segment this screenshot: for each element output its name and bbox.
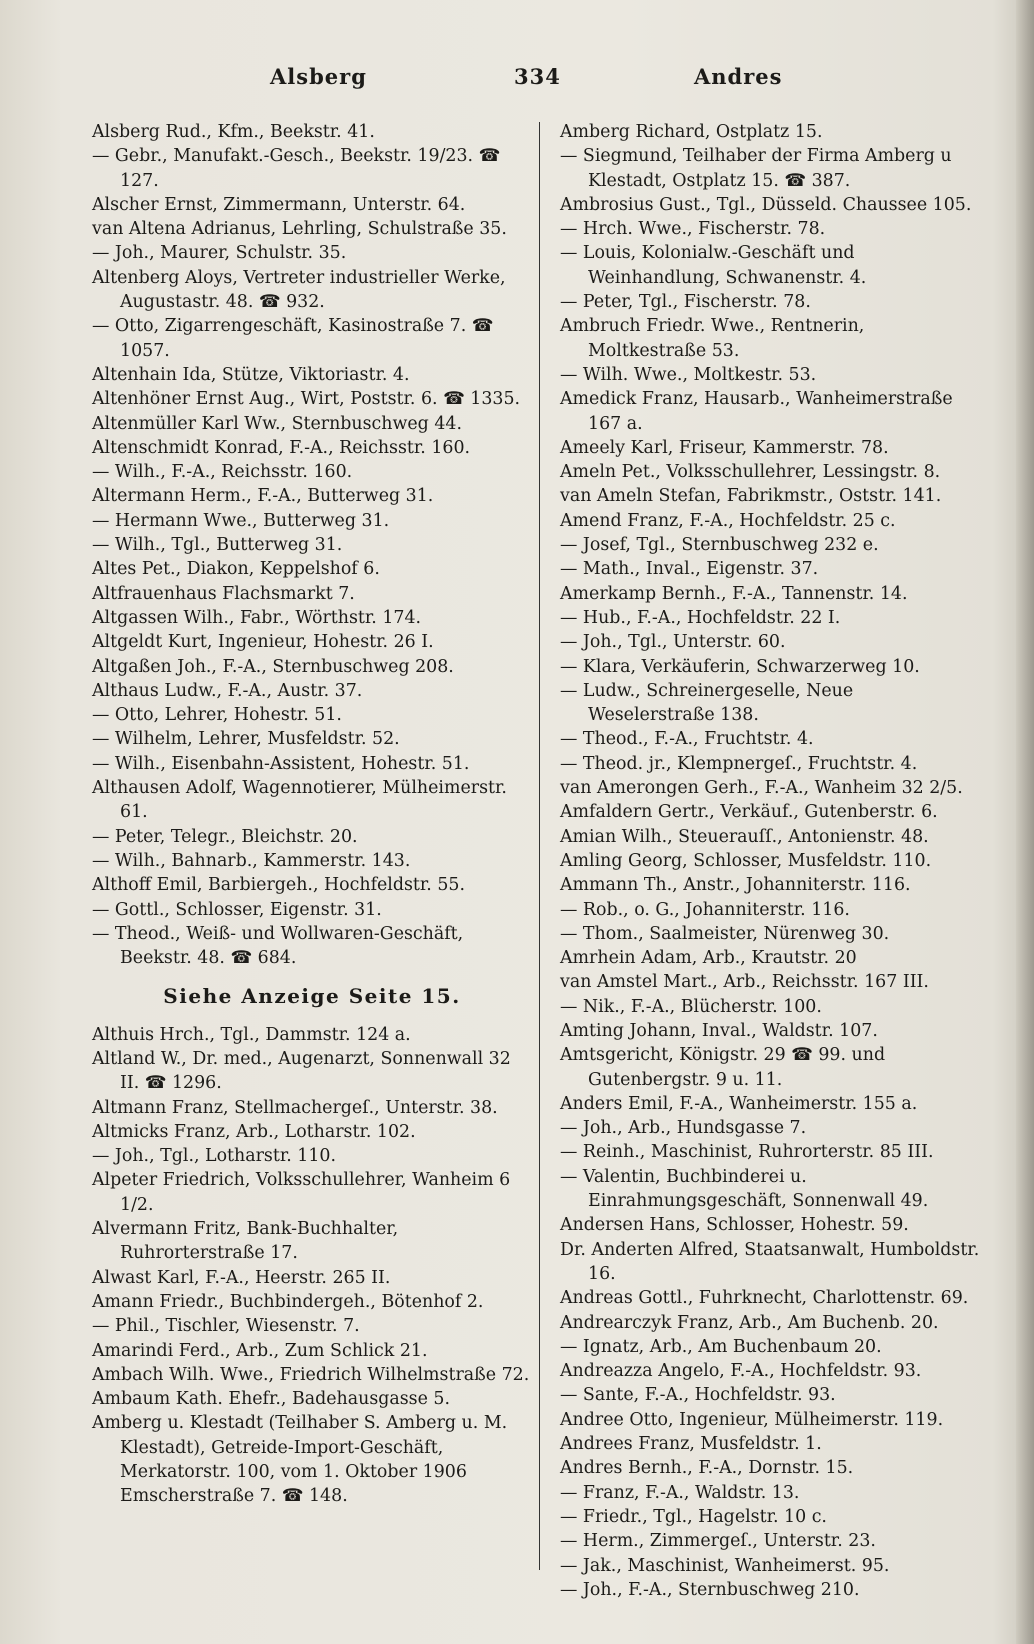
page-number: 334 (514, 64, 561, 89)
directory-entry: — Hermann Wwe., Butterweg 31. (92, 510, 390, 531)
directory-entry: — Joh., Maurer, Schulstr. 35. (92, 243, 347, 264)
directory-entry: Altmann Franz, Stellmachergeſ., Unterstr. 38. (92, 1097, 498, 1118)
directory-entry: — Josef, Tgl., Sternbuschweg 232 e. (560, 535, 879, 556)
directory-entry: Alvermann Fritz, Bank-Buchhalter, Ruhrorterstraße 17. (92, 1219, 399, 1264)
directory-entry: Amtsgericht, Königstr. 29 ☎ 99. und Gutenbergstr. 9 u. 11. (560, 1045, 886, 1090)
directory-entry: — Wilh. Wwe., Moltkestr. 53. (560, 364, 817, 385)
directory-entry: Amberg Richard, Ostplatz 15. (560, 122, 823, 142)
directory-entry: Andree Otto, Ingenieur, Mülheimerstr. 119. (560, 1409, 944, 1430)
advert-reference: Siehe Anzeige Seite 15. (163, 984, 461, 1009)
directory-entry: — Joh., Arb., Hundsgasse 7. (560, 1118, 807, 1139)
directory-entry: — Reinh., Maschinist, Ruhrorterstr. 85 III. (560, 1142, 934, 1163)
directory-entry: Altermann Herm., F.-A., Butterweg 31. (92, 486, 434, 507)
directory-entry: Althausen Adolf, Wagennotierer, Mülheimerstr. 61. (92, 778, 507, 823)
directory-entry: Ameely Karl, Friseur, Kammerstr. 78. (560, 437, 889, 458)
directory-entry: Alwast Karl, F.-A., Heerstr. 265 II. (92, 1267, 391, 1288)
page-edge (1016, 0, 1034, 1644)
directory-entry: Andrees Franz, Musfeldstr. 1. (560, 1434, 822, 1455)
directory-entry: Anders Emil, F.-A., Wanheimerstr. 155 a. (560, 1093, 918, 1114)
page-header (0, 64, 1034, 98)
directory-entry: Amfaldern Gertr., Verkäuf., Gutenberstr. 6. (560, 802, 938, 823)
directory-entry: Dr. Anderten Alfred, Staatsanwalt, Humboldstr. 16. (560, 1239, 980, 1284)
directory-entry: Altenmüller Karl Ww., Sternbuschweg 44. (92, 413, 462, 434)
left-column (92, 120, 532, 1509)
directory-entry: Amerkamp Bernh., F.-A., Tannenstr. 14. (560, 583, 908, 604)
directory-entry: — Gottl., Schlosser, Eigenstr. 31. (92, 899, 382, 920)
directory-entry: — Theod. jr., Klempnergeſ., Fruchtstr. 4. (560, 753, 918, 774)
directory-entry: Ammann Th., Anstr., Johanniterstr. 116. (560, 875, 911, 896)
directory-entry: — Wilh., F.-A., Reichsstr. 160. (92, 462, 353, 483)
directory-entry: Andrearczyk Franz, Arb., Am Buchenb. 20. (560, 1312, 939, 1333)
directory-entry: — Louis, Kolonialw.-Geschäft und Weinhandlung, Schwanenstr. 4. (560, 243, 867, 288)
directory-entry: — Peter, Telegr., Bleichstr. 20. (92, 826, 358, 847)
directory-entry: — Joh., F.-A., Sternbuschweg 210. (560, 1579, 860, 1600)
directory-entry: — Otto, Zigarrengeschäft, Kasinostraße 7. ☎ 1057. (92, 316, 494, 361)
directory-entry: — Nik., F.-A., Blücherstr. 100. (560, 996, 822, 1017)
directory-entry: Andersen Hans, Schlosser, Hohestr. 59. (560, 1215, 909, 1236)
directory-entry: — Herm., Zimmergeſ., Unterstr. 23. (560, 1531, 876, 1552)
header-left-title: Alsberg (270, 64, 367, 89)
directory-entry: — Ludw., Schreinergeselle, Neue Weselerstraße 138. (560, 680, 854, 726)
directory-entry: — Math., Inval., Eigenstr. 37. (560, 559, 819, 580)
directory-entry: — Wilh., Bahnarb., Kammerstr. 143. (92, 850, 411, 871)
directory-entry: — Friedr., Tgl., Hagelstr. 10 c. (560, 1506, 827, 1527)
directory-entry: Amarindi Ferd., Arb., Zum Schlick 21. (92, 1340, 428, 1361)
directory-entry: — Theod., Weiß- und Wollwaren-Geschäft, Beekstr. 48. ☎ 684. (92, 923, 464, 969)
directory-entry: — Jak., Maschinist, Wanheimerst. 95. (560, 1555, 890, 1576)
directory-entry: — Joh., Tgl., Unterstr. 60. (560, 632, 786, 653)
directory-entry: — Rob., o. G., Johanniterstr. 116. (560, 899, 850, 920)
directory-entry: — Theod., F.-A., Fruchtstr. 4. (560, 729, 814, 750)
right-column (560, 120, 980, 1602)
directory-entry: Altenschmidt Konrad, F.-A., Reichsstr. 160. (92, 437, 471, 458)
directory-entry: Andreas Gottl., Fuhrknecht, Charlottenstr. 69. (560, 1288, 969, 1309)
directory-entry: — Ignatz, Arb., Am Buchenbaum 20. (560, 1336, 882, 1357)
directory-entry: Ameln Pet., Volksschullehrer, Lessingstr. 8. (560, 462, 941, 483)
directory-entry: Alscher Ernst, Zimmermann, Unterstr. 64. (92, 194, 466, 215)
directory-entry: — Phil., Tischler, Wiesenstr. 7. (92, 1316, 360, 1337)
directory-entry: Ambach Wilh. Wwe., Friedrich Wilhelmstraße 72. (92, 1364, 530, 1385)
directory-entry: Althaus Ludw., F.-A., Austr. 37. (92, 680, 363, 701)
directory-entry: — Hrch. Wwe., Fischerstr. 78. (560, 219, 826, 240)
directory-entry: — Wilh., Eisenbahn-Assistent, Hohestr. 51. (92, 753, 470, 774)
directory-entry: Altenhain Ida, Stütze, Viktoriastr. 4. (92, 364, 410, 385)
directory-entry: Amting Johann, Inval., Waldstr. 107. (560, 1020, 878, 1041)
directory-entry: — Valentin, Buchbinderei u. Einrahmungsgeschäft, Sonnenwall 49. (560, 1166, 929, 1212)
directory-entry: Andres Bernh., F.-A., Dornstr. 15. (560, 1458, 854, 1479)
directory-entry: Amann Friedr., Buchbindergeh., Bötenhof 2. (92, 1291, 484, 1312)
directory-entry: Ambrosius Gust., Tgl., Düsseld. Chaussee 105. (560, 194, 972, 215)
header-right-title: Andres (694, 64, 783, 89)
directory-entry: — Hub., F.-A., Hochfeldstr. 22 I. (560, 607, 841, 628)
directory-entry: van Ameln Stefan, Fabrikmstr., Oststr. 141. (560, 486, 942, 507)
directory-entry: van Altena Adrianus, Lehrling, Schulstraße 35. (92, 219, 507, 240)
directory-entry: Althuis Hrch., Tgl., Dammstr. 124 a. (92, 1024, 411, 1045)
directory-entry: Althoff Emil, Barbiergeh., Hochfeldstr. 55. (92, 875, 466, 896)
directory-entry: van Amerongen Gerh., F.-A., Wanheim 32 2/5. (560, 778, 963, 799)
directory-entry: Andreazza Angelo, F.-A., Hochfeldstr. 93. (560, 1361, 922, 1382)
directory-entry: Altenberg Aloys, Vertreter industrieller Werke, Augustastr. 48. ☎ 932. (92, 267, 506, 313)
directory-entry: — Gebr., Manufakt.-Gesch., Beekstr. 19/23. ☎ 127. (92, 146, 501, 191)
directory-entry: Altfrauenhaus Flachsmarkt 7. (92, 583, 355, 604)
directory-entry: Altmicks Franz, Arb., Lotharstr. 102. (92, 1121, 416, 1142)
directory-entry: — Peter, Tgl., Fischerstr. 78. (560, 292, 811, 313)
directory-entry: — Wilhelm, Lehrer, Musfeldstr. 52. (92, 729, 400, 750)
directory-entry: Altes Pet., Diakon, Keppelshof 6. (92, 559, 380, 580)
directory-entry: Altgassen Wilh., Fabr., Wörthstr. 174. (92, 607, 422, 628)
directory-entry: Alpeter Friedrich, Volksschullehrer, Wanheim 6 1/2. (92, 1170, 511, 1215)
directory-entry: — Joh., Tgl., Lotharstr. 110. (92, 1146, 337, 1167)
directory-entry: — Siegmund, Teilhaber der Firma Amberg u Klestadt, Ostplatz 15. ☎ 387. (560, 146, 952, 191)
directory-entry: Amedick Franz, Hausarb., Wanheimerstraße 167 a. (560, 389, 953, 434)
directory-entry: — Sante, F.-A., Hochfeldstr. 93. (560, 1385, 836, 1406)
directory-entry: Altgaßen Joh., F.-A., Sternbuschweg 208. (92, 656, 454, 677)
directory-entry: Ambruch Friedr. Wwe., Rentnerin, Moltkestraße 53. (560, 316, 865, 361)
directory-entry: Alsberg Rud., Kfm., Beekstr. 41. (92, 122, 375, 142)
directory-entry: Amrhein Adam, Arb., Krautstr. 20 (560, 948, 857, 969)
directory-entry: Ambaum Kath. Ehefr., Badehausgasse 5. (92, 1389, 451, 1410)
directory-entry: Amian Wilh., Steuerauſſ., Antonienstr. 48. (560, 826, 929, 847)
directory-entry: van Amstel Mart., Arb., Reichsstr. 167 III. (560, 972, 929, 993)
directory-entry: Amend Franz, F.-A., Hochfeldstr. 25 c. (560, 510, 896, 531)
directory-entry: Altland W., Dr. med., Augenarzt, Sonnenwall 32 II. ☎ 1296. (92, 1048, 511, 1094)
directory-entry: Amberg u. Klestadt (Teilhaber S. Amberg u. M. Klestadt), Getreide-Import-Geschäft, Merkatorstr. 100, vom 1. Oktober 1906 Emscherstraße 7. ☎ 148. (92, 1413, 508, 1507)
directory-entry: — Wilh., Tgl., Butterweg 31. (92, 535, 343, 556)
directory-entry: — Thom., Saalmeister, Nürenweg 30. (560, 923, 890, 944)
directory-entry: Altenhöner Ernst Aug., Wirt, Poststr. 6. ☎ 1335. (92, 389, 521, 410)
column-divider (539, 122, 540, 1570)
directory-entry: — Franz, F.-A., Waldstr. 13. (560, 1482, 800, 1503)
directory-entry: Altgeldt Kurt, Ingenieur, Hohestr. 26 I. (92, 632, 434, 653)
directory-entry: — Klara, Verkäuferin, Schwarzerweg 10. (560, 656, 920, 677)
directory-entry: — Otto, Lehrer, Hohestr. 51. (92, 705, 342, 726)
directory-entry: Amling Georg, Schlosser, Musfeldstr. 110. (560, 850, 932, 871)
